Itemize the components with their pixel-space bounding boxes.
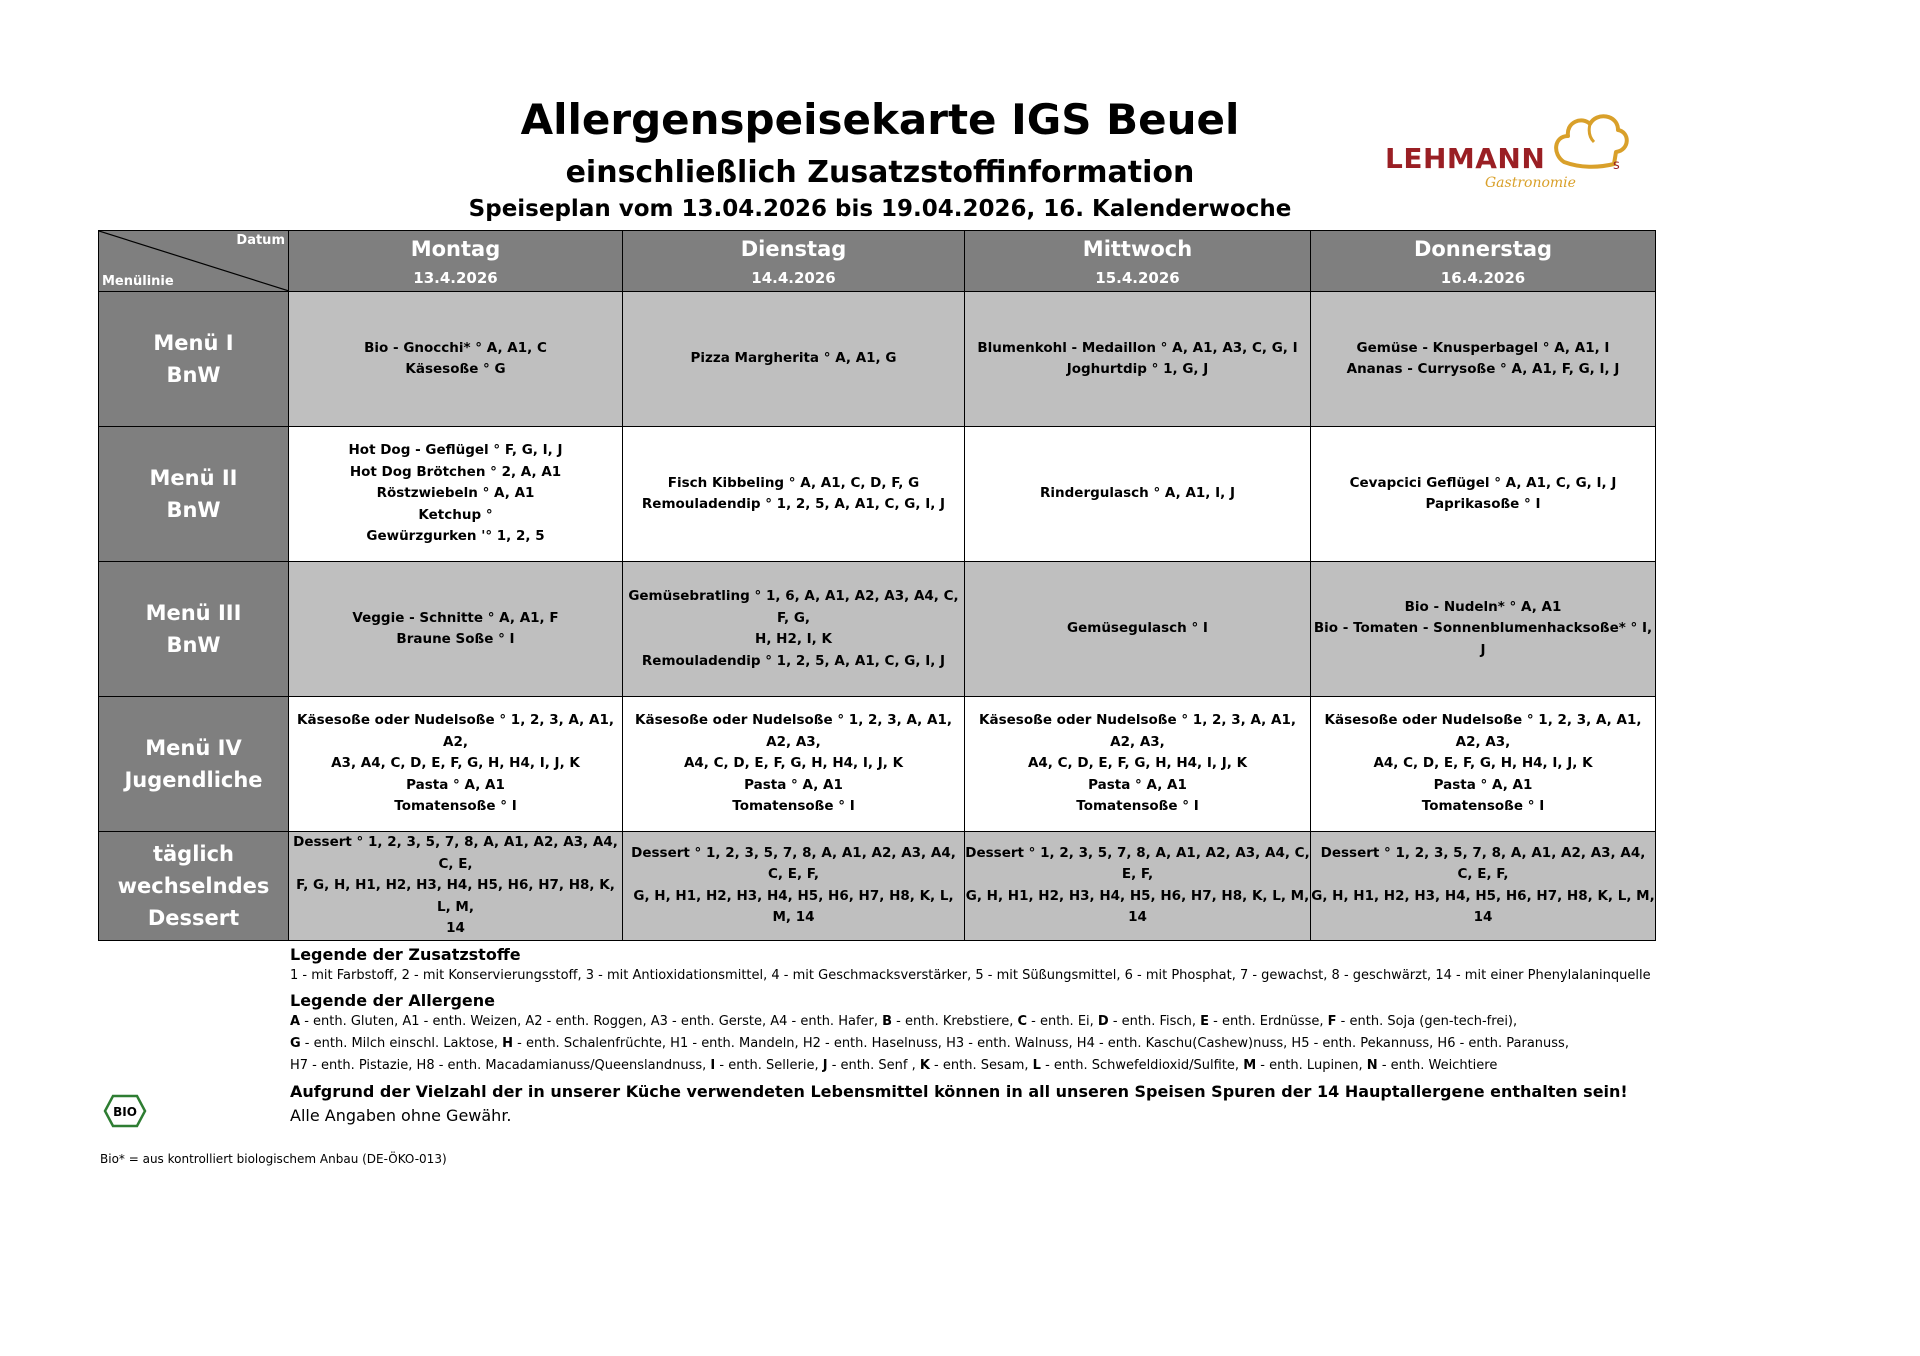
dish-cell bbox=[965, 697, 1311, 832]
dish-line: A4, C, D, E, F, G, H, H4, I, J, K bbox=[1373, 755, 1593, 772]
dish-line: Veggie - Schnitte ° A, A1, F bbox=[352, 609, 559, 626]
menu-line-label-line: Menü I bbox=[153, 331, 234, 355]
dish-line: Tomatensoße ° I bbox=[732, 798, 855, 815]
dish-cell bbox=[965, 562, 1311, 697]
dish-cell bbox=[965, 427, 1311, 562]
dish-line: A4, C, D, E, F, G, H, H4, I, J, K bbox=[683, 755, 904, 772]
week-range: Speiseplan vom 13.04.2026 bis 19.04.2026, 16. Kalenderwoche bbox=[468, 196, 1292, 222]
dish-line: Bio - Gnocchi* ° A, A1, C bbox=[364, 339, 547, 356]
day-date: 13.4.2026 bbox=[413, 269, 498, 287]
day-name: Montag bbox=[410, 237, 501, 261]
page-subtitle: einschließlich Zusatzstoffinformation bbox=[565, 155, 1195, 190]
dish-cell bbox=[623, 832, 965, 941]
allergen-desc: - enth. Soja (gen-tech-frei), bbox=[1336, 1014, 1518, 1029]
menu-line-label-line: BnW bbox=[166, 498, 221, 522]
dish-line: A3, A4, C, D, E, F, G, H, H4, I, J, K bbox=[331, 755, 580, 772]
corner-datum-label: Datum bbox=[236, 233, 285, 248]
dish-line: Pasta ° A, A1 bbox=[1433, 776, 1533, 793]
dish-cell bbox=[1311, 562, 1656, 697]
allergen-desc: - enth. Fisch, bbox=[1108, 1014, 1201, 1029]
dish-line: Pasta ° A, A1 bbox=[744, 776, 843, 793]
dish-line: Bio - Tomaten - Sonnenblumenhacksoße* ° I, J bbox=[1313, 620, 1653, 658]
dish-line: A4, C, D, E, F, G, H, H4, I, J, K bbox=[1027, 755, 1248, 772]
allergen-legend-line bbox=[290, 1033, 1690, 1055]
dish-line: Ketchup ° bbox=[418, 506, 493, 523]
dish-line: Hot Dog - Geflügel ° F, G, I, J bbox=[348, 442, 563, 459]
allergen-code: K bbox=[919, 1058, 930, 1073]
allergen-code: B bbox=[882, 1014, 893, 1029]
day-date: 16.4.2026 bbox=[1440, 269, 1526, 287]
dish-line: Rindergulasch ° A, A1, I, J bbox=[1040, 485, 1235, 502]
allergen-code: H bbox=[502, 1036, 514, 1051]
dish-line: Remouladendip ° 1, 2, 5, A, A1, C, G, I, J bbox=[641, 652, 946, 669]
additives-legend-title: Legende der Zusatzstoffe bbox=[290, 945, 521, 964]
day-header bbox=[1311, 231, 1656, 292]
allergen-desc: - enth. Sesam, bbox=[929, 1058, 1033, 1073]
allergen-code: C bbox=[1017, 1014, 1028, 1029]
dish-line: Tomatensoße ° I bbox=[1421, 798, 1545, 815]
dish-line: Tomatensoße ° I bbox=[394, 798, 517, 815]
dish-cell bbox=[289, 427, 623, 562]
dish-line: Cevapcici Geflügel ° A, A1, C, G, I, J bbox=[1349, 474, 1617, 491]
dish-line: Joghurtdip ° 1, G, J bbox=[1066, 361, 1209, 377]
allergen-desc: - enth. Sellerie, bbox=[715, 1058, 823, 1073]
dish-cell bbox=[623, 292, 965, 427]
logo-suffix: s bbox=[1613, 158, 1620, 173]
menu-line-label-line: BnW bbox=[166, 363, 221, 387]
dish-cell bbox=[289, 697, 623, 832]
logo-brand: LEHMANN bbox=[1385, 142, 1546, 175]
table-row bbox=[99, 562, 1656, 697]
menu-line-label-line: wechselndes bbox=[117, 873, 270, 898]
allergen-warning: Aufgrund der Vielzahl der in unserer Küche verwendeten Lebensmittel können in all unseren Speisen Spuren der 14 Hauptallergene enthalten sein! bbox=[290, 1082, 1628, 1101]
menu-line-label-line: Menü II bbox=[149, 466, 238, 490]
dish-line: Dessert ° 1, 2, 3, 5, 7, 8, A, A1, A2, A3, A4, C, E, bbox=[293, 834, 618, 872]
dish-line: G, H, H1, H2, H3, H4, H5, H6, H7, H8, K, L, M, 14 bbox=[1311, 887, 1655, 926]
dish-line: Ananas - Currysoße ° A, A1, F, G, I, J bbox=[1346, 361, 1620, 377]
menu-line-label-line: täglich bbox=[152, 841, 235, 866]
table-row bbox=[99, 427, 1656, 562]
allergen-code: G bbox=[290, 1036, 301, 1051]
dish-line: Gewürzgurken '° 1, 2, 5 bbox=[366, 528, 545, 545]
dish-line: Dessert ° 1, 2, 3, 5, 7, 8, A, A1, A2, A3, A4, C, E, F, bbox=[631, 844, 956, 883]
dish-line: Blumenkohl - Medaillon ° A, A1, A3, C, G, I bbox=[977, 339, 1298, 356]
allergen-code: E bbox=[1200, 1014, 1209, 1029]
table-row bbox=[99, 697, 1656, 832]
dish-line: Gemüse - Knusperbagel ° A, A1, I bbox=[1356, 339, 1610, 356]
menu-line-label-line: Dessert bbox=[147, 905, 240, 930]
menu-table bbox=[98, 230, 1656, 941]
dish-line: Käsesoße ° G bbox=[405, 361, 506, 377]
dish-line: Pasta ° A, A1 bbox=[406, 776, 505, 793]
dish-line: Röstzwiebeln ° A, A1 bbox=[376, 485, 535, 502]
allergen-code: J bbox=[822, 1058, 828, 1073]
table-row bbox=[99, 292, 1656, 427]
dish-line: Käsesoße oder Nudelsoße ° 1, 2, 3, A, A1, A2, bbox=[297, 712, 614, 750]
table-corner-header bbox=[99, 231, 289, 292]
dish-cell bbox=[623, 562, 965, 697]
dish-cell bbox=[965, 292, 1311, 427]
dish-line: Tomatensoße ° I bbox=[1076, 798, 1199, 815]
day-header bbox=[289, 231, 623, 292]
legend bbox=[290, 945, 1690, 1127]
disclaimer-note: Alle Angaben ohne Gewähr. bbox=[290, 1106, 512, 1125]
corner-menulinie-label: Menülinie bbox=[102, 274, 174, 289]
lehmanns-logo bbox=[1385, 110, 1635, 190]
dish-line: G, H, H1, H2, H3, H4, H5, H6, H7, H8, K, L, M, 14 bbox=[633, 887, 954, 926]
menu-line-label bbox=[99, 292, 289, 427]
menu-line-label-line: Menü IV bbox=[145, 736, 242, 760]
dish-cell bbox=[289, 832, 623, 941]
dish-line: Käsesoße oder Nudelsoße ° 1, 2, 3, A, A1, A2, A3, bbox=[635, 712, 952, 750]
allergen-legend-line bbox=[290, 1055, 1690, 1077]
menu-line-label-line: Jugendliche bbox=[124, 768, 263, 792]
dish-line: Pasta ° A, A1 bbox=[1088, 776, 1187, 793]
allergen-desc: - enth. Schalenfrüchte, H1 - enth. Mandeln, H2 - enth. Haselnuss, H3 - enth. Walnuss, H4 - enth. Kaschu(Cashew)nuss, H5 - enth. Pekannuss, H6 - enth. Paranuss, bbox=[513, 1036, 1569, 1051]
page-title: Allergenspeisekarte IGS Beuel bbox=[520, 95, 1240, 144]
day-name: Dienstag bbox=[740, 237, 847, 261]
dish-line: H, H2, I, K bbox=[755, 631, 832, 647]
dish-cell bbox=[1311, 427, 1656, 562]
day-name: Mittwoch bbox=[1082, 237, 1193, 261]
bio-seal-icon bbox=[103, 1094, 147, 1132]
dish-cell bbox=[1311, 292, 1656, 427]
menu-rows bbox=[99, 292, 1656, 941]
dish-line: F, G, H, H1, H2, H3, H4, H5, H6, H7, H8, K, L, M, bbox=[296, 877, 615, 915]
dish-cell bbox=[289, 292, 623, 427]
allergen-desc: - enth. Milch einschl. Laktose, bbox=[300, 1036, 503, 1051]
allergen-desc: - enth. Krebstiere, bbox=[892, 1014, 1018, 1029]
dish-cell bbox=[623, 697, 965, 832]
day-date: 14.4.2026 bbox=[751, 269, 836, 287]
table-row bbox=[99, 832, 1656, 941]
allergen-desc: - enth. Gluten, A1 - enth. Weizen, A2 - enth. Roggen, A3 - enth. Gerste, A4 - enth. Hafer, bbox=[300, 1014, 883, 1029]
dish-cell bbox=[965, 832, 1311, 941]
dish-line: Paprikasoße ° I bbox=[1425, 496, 1541, 512]
menu-line-label bbox=[99, 697, 289, 832]
allergen-code: F bbox=[1327, 1014, 1337, 1029]
menu-line-label-line: BnW bbox=[166, 633, 221, 657]
dish-line: G, H, H1, H2, H3, H4, H5, H6, H7, H8, K, L, M, 14 bbox=[965, 887, 1310, 926]
allergen-desc: - enth. Schwefeldioxid/Sulfite, bbox=[1040, 1058, 1244, 1073]
menu-line-label bbox=[99, 832, 289, 941]
allergen-code: A bbox=[290, 1014, 301, 1029]
dish-line: Pizza Margherita ° A, A1, G bbox=[690, 350, 897, 367]
allergen-legend-line bbox=[290, 1011, 1690, 1033]
allergens-legend-text bbox=[290, 1011, 1690, 1077]
allergen-code: D bbox=[1097, 1014, 1109, 1029]
allergen-desc: H7 - enth. Pistazie, H8 - enth. Macadamianuss/Queenslandnuss, bbox=[290, 1058, 711, 1073]
dish-line: Remouladendip ° 1, 2, 5, A, A1, C, G, I, J bbox=[641, 496, 946, 512]
allergen-code: N bbox=[1366, 1058, 1378, 1073]
dish-cell bbox=[289, 562, 623, 697]
dish-line: Bio - Nudeln* ° A, A1 bbox=[1404, 598, 1562, 615]
menu-line-label bbox=[99, 562, 289, 697]
allergen-desc: - enth. Erdnüsse, bbox=[1208, 1014, 1328, 1029]
allergen-desc: - enth. Lupinen, bbox=[1256, 1058, 1367, 1073]
allergens-legend-title: Legende der Allergene bbox=[290, 991, 496, 1010]
dish-line: Fisch Kibbeling ° A, A1, C, D, F, G bbox=[667, 474, 920, 491]
menu-line-label-line: Menü III bbox=[145, 601, 242, 625]
dish-line: Hot Dog Brötchen ° 2, A, A1 bbox=[349, 463, 562, 480]
bio-footnote: Bio* = aus kontrolliert biologischem Anbau (DE-ÖKO-013) bbox=[100, 1152, 447, 1166]
dish-line: Dessert ° 1, 2, 3, 5, 7, 8, A, A1, A2, A3, A4, C, E, F, bbox=[1320, 844, 1646, 883]
dish-line: Gemüsebratling ° 1, 6, A, A1, A2, A3, A4, C, F, G, bbox=[628, 588, 959, 626]
logo-tagline: Gastronomie bbox=[1485, 175, 1576, 191]
dish-line: Braune Soße ° I bbox=[396, 631, 515, 647]
dish-line: Käsesoße oder Nudelsoße ° 1, 2, 3, A, A1, A2, A3, bbox=[979, 712, 1296, 750]
dish-cell bbox=[1311, 697, 1656, 832]
dish-line: 14 bbox=[446, 920, 465, 936]
day-header bbox=[623, 231, 965, 292]
day-name: Donnerstag bbox=[1413, 237, 1553, 261]
allergen-code: L bbox=[1032, 1058, 1041, 1073]
allergen-desc: - enth. Weichtiere bbox=[1377, 1058, 1498, 1073]
allergen-code: I bbox=[710, 1058, 716, 1073]
allergen-desc: - enth. Ei, bbox=[1027, 1014, 1098, 1029]
allergen-code: M bbox=[1243, 1058, 1257, 1073]
dish-cell bbox=[1311, 832, 1656, 941]
allergen-desc: - enth. Senf , bbox=[827, 1058, 920, 1073]
dish-cell bbox=[623, 427, 965, 562]
dish-line: Gemüsegulasch ° I bbox=[1067, 620, 1208, 637]
dish-line: Käsesoße oder Nudelsoße ° 1, 2, 3, A, A1, A2, A3, bbox=[1324, 712, 1642, 750]
menu-line-label bbox=[99, 427, 289, 562]
additives-legend-text: 1 - mit Farbstoff, 2 - mit Konservierungsstoff, 3 - mit Antioxidationsmittel, 4 - mit Geschmacksverstärker, 5 - mit Süßungsmittel, 6 - mit Phosphat, 7 - gewachst, 8 - geschwärzt, 14 - mit einer Phenylalaninquelle bbox=[290, 968, 1651, 983]
bio-seal-text: BIO bbox=[113, 1105, 137, 1119]
dish-line: Dessert ° 1, 2, 3, 5, 7, 8, A, A1, A2, A3, A4, C, E, F, bbox=[965, 844, 1310, 883]
day-date: 15.4.2026 bbox=[1095, 269, 1180, 287]
day-header bbox=[965, 231, 1311, 292]
